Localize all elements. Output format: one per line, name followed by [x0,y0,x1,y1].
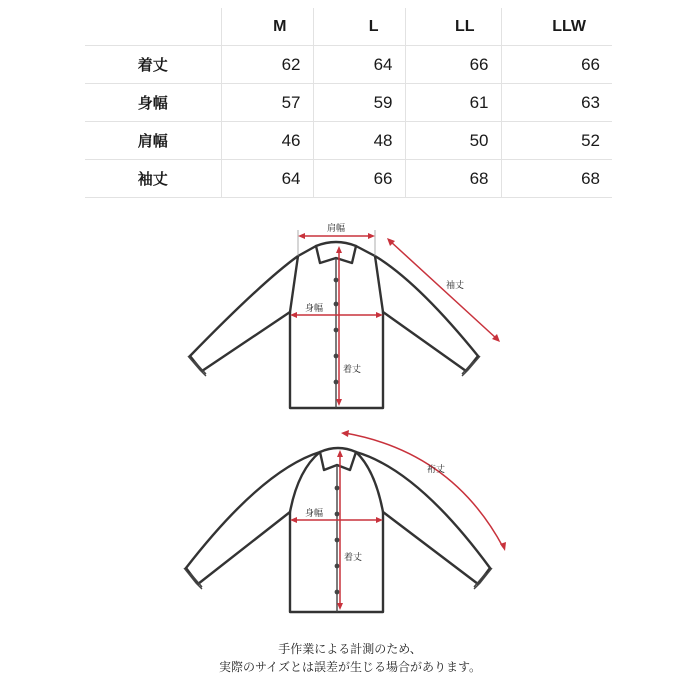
arrowhead [298,233,305,239]
shirt-button [335,512,340,517]
table-cell: 57 [221,84,313,122]
shirt-button [335,564,340,569]
arrowhead [337,450,343,457]
table-cell: 48 [313,122,405,160]
shirt-right-sleeve [375,256,478,371]
arrowhead [341,430,349,437]
arrowhead [368,233,375,239]
yuki-length-arrow [345,433,503,547]
length-label: 着丈 [343,365,362,375]
shirt-left-cuff [188,356,206,376]
row-label-shoulder-width: 肩幅 [85,122,221,160]
raglan-left-cuff [184,568,202,589]
shirt-button [334,328,339,333]
shoulder-width-label: 肩幅 [326,224,346,234]
yuki-length-label: 裄丈 [427,465,446,475]
length-label: 着丈 [344,553,363,563]
measurement-note-line2: 実際のサイズとは誤差が生じる場合があります。 [218,660,482,674]
table-cell: 52 [501,122,612,160]
sleeve-length-label: 袖丈 [446,281,465,291]
row-label-sleeve-length: 袖丈 [85,160,221,198]
shirt-button [334,380,339,385]
table-cell: 46 [221,122,313,160]
size-header-ll: LL [405,8,501,46]
shirt-left-sleeve [190,256,298,371]
shirt-button [334,278,339,283]
row-label-length: 着丈 [85,46,221,84]
shirt-diagram-raglan [184,430,506,612]
arrowhead [336,399,342,406]
row-label-body-width: 身幅 [85,84,221,122]
shirt-button [335,486,340,491]
table-cell: 61 [405,84,501,122]
table-cell: 66 [405,46,501,84]
table-cell: 63 [501,84,612,122]
table-cell: 50 [405,122,501,160]
shirt-right-cuff [462,356,480,376]
arrowhead [337,603,343,610]
shirt-button [334,354,339,359]
size-header-m: M [221,8,313,46]
table-cell: 68 [405,160,501,198]
raglan-left-sleeve [186,452,320,584]
arrowhead [336,246,342,253]
table-cell: 66 [501,46,612,84]
table-cell: 66 [313,160,405,198]
measurement-note-line1: 手作業による計測のため、 [278,642,422,656]
shirt-button [334,302,339,307]
shirt-diagram-set-in-sleeve [188,222,500,408]
body-width-label: 身幅 [304,509,324,519]
body-width-label: 身幅 [304,304,324,314]
size-header-llw: LLW [501,8,612,46]
size-header-l: L [313,8,405,46]
table-cell: 64 [221,160,313,198]
table-cell: 62 [221,46,313,84]
shirt-button [335,538,340,543]
raglan-right-cuff [474,568,492,589]
shirt-button [335,590,340,595]
sleeve-length-arrow [390,241,497,339]
table-cell: 64 [313,46,405,84]
table-cell: 68 [501,160,612,198]
raglan-collar [320,448,356,470]
table-cell: 59 [313,84,405,122]
